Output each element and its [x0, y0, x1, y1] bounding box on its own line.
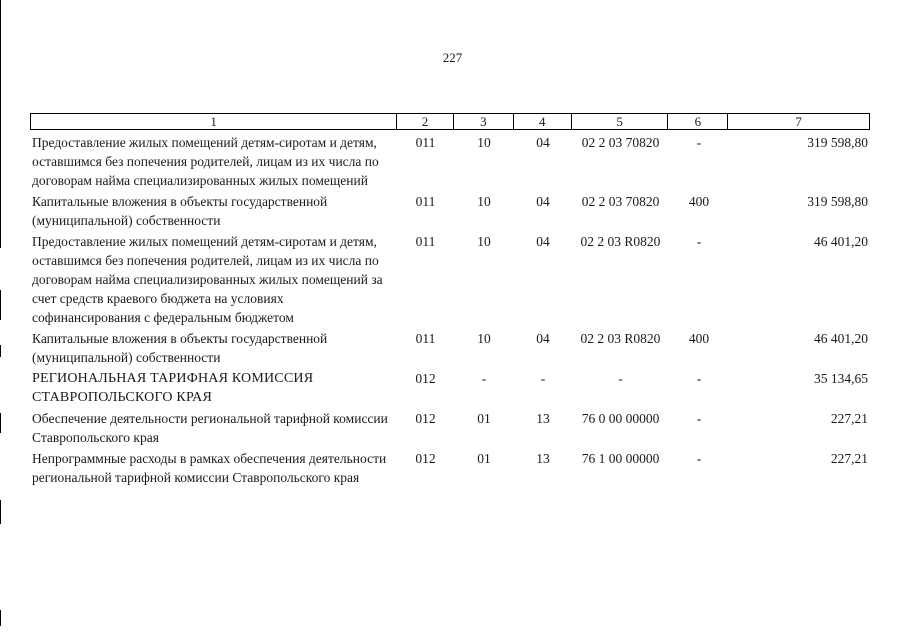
margin-line — [0, 290, 1, 320]
table-row — [30, 449, 870, 487]
page-number: 227 — [442, 50, 463, 65]
row-section: - — [481, 371, 487, 386]
row-name: Капитальные вложения в объекты государственной (муниципальной) собственности — [32, 331, 328, 365]
row-subsection: 04 — [536, 234, 550, 249]
margin-line — [0, 0, 1, 248]
table-row — [30, 329, 870, 367]
row-expense-type: - — [696, 234, 702, 249]
row-amount: 35 134,65 — [814, 371, 868, 386]
row-subsection: 04 — [536, 194, 550, 209]
margin-line — [0, 500, 1, 524]
row-amount: 46 401,20 — [814, 331, 868, 346]
row-amount: 46 401,20 — [814, 234, 868, 249]
table-row — [30, 133, 870, 190]
table-header — [30, 113, 870, 130]
row-code: 011 — [415, 331, 436, 346]
row-target: 02 2 03 70820 — [581, 135, 660, 150]
row-expense-type: - — [696, 451, 702, 466]
table-row — [30, 369, 870, 407]
row-target: - — [618, 371, 623, 386]
row-amount: 227,21 — [830, 451, 868, 466]
row-target: 02 2 03 R0820 — [580, 331, 661, 346]
row-target: 02 2 03 R0820 — [580, 234, 661, 249]
row-code: 012 — [415, 371, 436, 386]
row-expense-type: - — [696, 135, 702, 150]
row-target: 76 0 00 00000 — [581, 411, 660, 426]
row-amount: 319 598,80 — [807, 135, 868, 150]
header-cell: 7 — [795, 114, 802, 129]
row-amount: 227,21 — [830, 411, 868, 426]
row-expense-type: 400 — [688, 331, 710, 346]
row-code: 011 — [415, 135, 436, 150]
row-name: Капитальные вложения в объекты государственной (муниципальной) собственности — [32, 194, 328, 228]
row-subsection: 04 — [536, 331, 550, 346]
margin-line — [0, 413, 1, 433]
row-subsection: 13 — [536, 451, 550, 466]
row-code: 011 — [415, 194, 436, 209]
header-cell: 4 — [514, 114, 572, 129]
row-name: РЕГИОНАЛЬНАЯ ТАРИФНАЯ КОМИССИЯ СТАВРОПОЛЬСКОГО КРАЯ — [32, 371, 314, 405]
row-section: 10 — [477, 194, 491, 209]
row-target: 02 2 03 70820 — [581, 194, 660, 209]
header-cell: 5 — [572, 114, 669, 129]
row-expense-type: - — [696, 411, 702, 426]
row-subsection: - — [540, 371, 546, 386]
row-section: 10 — [477, 234, 491, 249]
row-expense-type: - — [696, 371, 702, 386]
row-section: 10 — [477, 135, 491, 150]
row-expense-type: 400 — [688, 194, 710, 209]
header-cell: 6 — [668, 114, 728, 129]
row-amount: 319 598,80 — [807, 194, 868, 209]
row-subsection: 13 — [536, 411, 550, 426]
header-cell: 1 — [31, 114, 397, 129]
header-cell: 2 — [397, 114, 454, 129]
row-section: 01 — [477, 411, 491, 426]
row-section: 01 — [477, 451, 491, 466]
row-subsection: 04 — [536, 135, 550, 150]
row-name: Обеспечение деятельности региональной тарифной комиссии Ставропольского края — [32, 411, 388, 445]
table-row — [30, 192, 870, 230]
table-row — [30, 232, 870, 327]
row-section: 10 — [477, 331, 491, 346]
row-name: Предоставление жилых помещений детям-сиротам и детям, оставшимся без попечения родителей, лицам из их числа по договорам найма специализированных жилых помещений — [32, 135, 379, 188]
row-target: 76 1 00 00000 — [581, 451, 660, 466]
margin-line — [0, 345, 1, 357]
row-name: Непрограммные расходы в рамках обеспечения деятельности региональной тарифной комиссии Ставропольского края — [32, 451, 387, 485]
row-code: 012 — [415, 411, 436, 426]
row-code: 011 — [415, 234, 436, 249]
table-row — [30, 409, 870, 447]
header-cell: 3 — [454, 114, 514, 129]
table-body — [30, 133, 870, 489]
row-code: 012 — [415, 451, 436, 466]
row-name: Предоставление жилых помещений детям-сиротам и детям, оставшимся без попечения родителей, лицам из их числа по договорам найма специализированных жилых помещений за счет средств краевого бюджета на условиях софинансирования с федеральным бюджетом — [32, 234, 383, 325]
margin-line — [0, 610, 1, 626]
